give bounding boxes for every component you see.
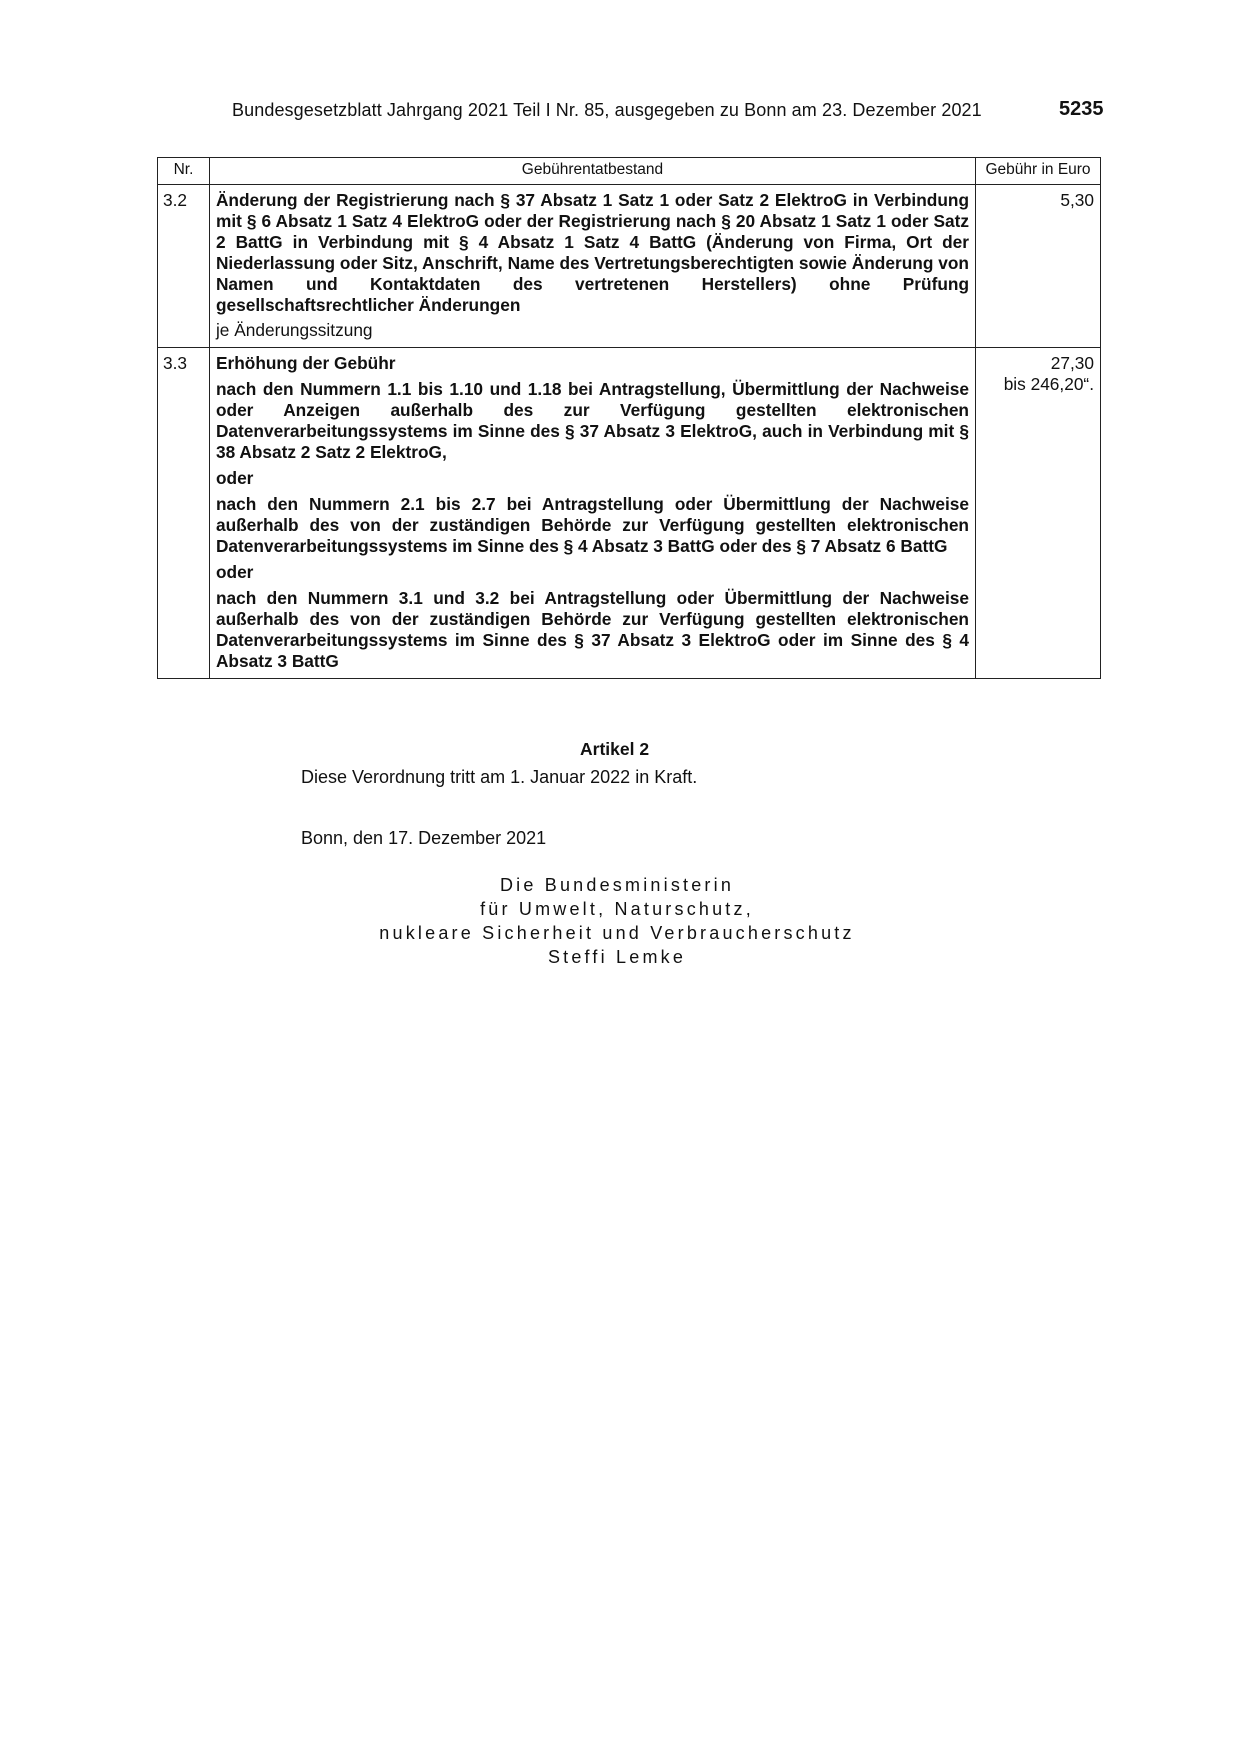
table-header-row (158, 158, 1101, 185)
row-number: 3.2 (158, 185, 210, 348)
article-text: Diese Verordnung tritt am 1. Januar 2022 in Kraft. (301, 767, 698, 787)
description-heading: Erhöhung der Gebühr (215, 353, 396, 373)
row-fee (976, 348, 1101, 679)
row-description (209, 348, 975, 679)
gazette-header: Bundesgesetzblatt Jahrgang 2021 Teil I Nr. 85, ausgegeben zu Bonn am 23. Dezember 2021 (232, 100, 982, 120)
description-paragraph: nach den Nummern 1.1 bis 1.10 und 1.18 bei Antragstellung, Übermittlung der Nachweise oder Anzeigen außerhalb des zur Verfügung gestellten elektronischen Datenverarbeitungssystems im Sinne des § 37 Absatz 3 ElektroG, auch in Verbindung mit § 38 Absatz 2 Satz 2 ElektroG, (215, 379, 969, 462)
column-header-nr: Nr. (158, 158, 210, 185)
article-title: Artikel 2 (580, 739, 650, 759)
fee-max: bis 246,20“. (1003, 374, 1094, 394)
description-or: oder (215, 562, 254, 582)
row-number: 3.3 (158, 348, 210, 679)
place-date: Bonn, den 17. Dezember 2021 (301, 828, 547, 848)
description-normal-text: je Änderungssitzung (215, 320, 373, 340)
column-header-fee: Gebühr in Euro (976, 158, 1101, 185)
row-description (209, 185, 975, 348)
fee-min: 27,30 (1050, 353, 1094, 373)
signature-line: nukleare Sicherheit und Verbraucherschutz (379, 923, 855, 943)
table-row (158, 348, 1101, 679)
signatory-name: Steffi Lemke (547, 947, 687, 967)
table-row (158, 185, 1101, 348)
signature-line: Die Bundesministerin (499, 875, 735, 895)
description-paragraph: nach den Nummern 2.1 bis 2.7 bei Antragstellung oder Übermittlung der Nachweise außerhalb des von der zuständigen Behörde zur Verfügung gestellten elektronischen Datenverarbeitungssystems im Sinne des § 4 Absatz 3 BattG oder des § 7 Absatz 6 BattG (215, 494, 969, 556)
description-paragraph: nach den Nummern 3.1 und 3.2 bei Antragstellung oder Übermittlung der Nachweise außerhalb des von der zuständigen Behörde zur Verfügung gestellten elektronischen Datenverarbeitungssystems im Sinne des § 37 Absatz 3 ElektroG oder im Sinne des § 4 Absatz 3 BattG (215, 588, 969, 671)
signature-block (317, 873, 917, 969)
row-fee: 5,30 (976, 185, 1101, 348)
column-header-description: Gebührentatbestand (209, 158, 975, 185)
description-bold-text: Änderung der Registrierung nach § 37 Absatz 1 Satz 1 oder Satz 2 ElektroG in Verbindung mit § 6 Absatz 1 Satz 4 ElektroG oder der Registrierung nach § 20 Absatz 1 Satz 1 oder Satz 2 BattG in Verbindung mit § 4 Absatz 1 Satz 4 BattG (Änderung von Firma, Ort der Niederlassung oder Sitz, Anschrift, Name des Vertretungsberechtigten sowie Änderung von Namen und Kontaktdaten des vertretenen Herstellers) ohne Prüfung gesellschaftsrechtlicher Änderungen (215, 190, 969, 315)
fee-table (157, 157, 1101, 679)
description-or: oder (215, 468, 254, 488)
signature-line: für Umwelt, Naturschutz, (480, 899, 754, 919)
page-number: 5235 (1059, 98, 1104, 120)
